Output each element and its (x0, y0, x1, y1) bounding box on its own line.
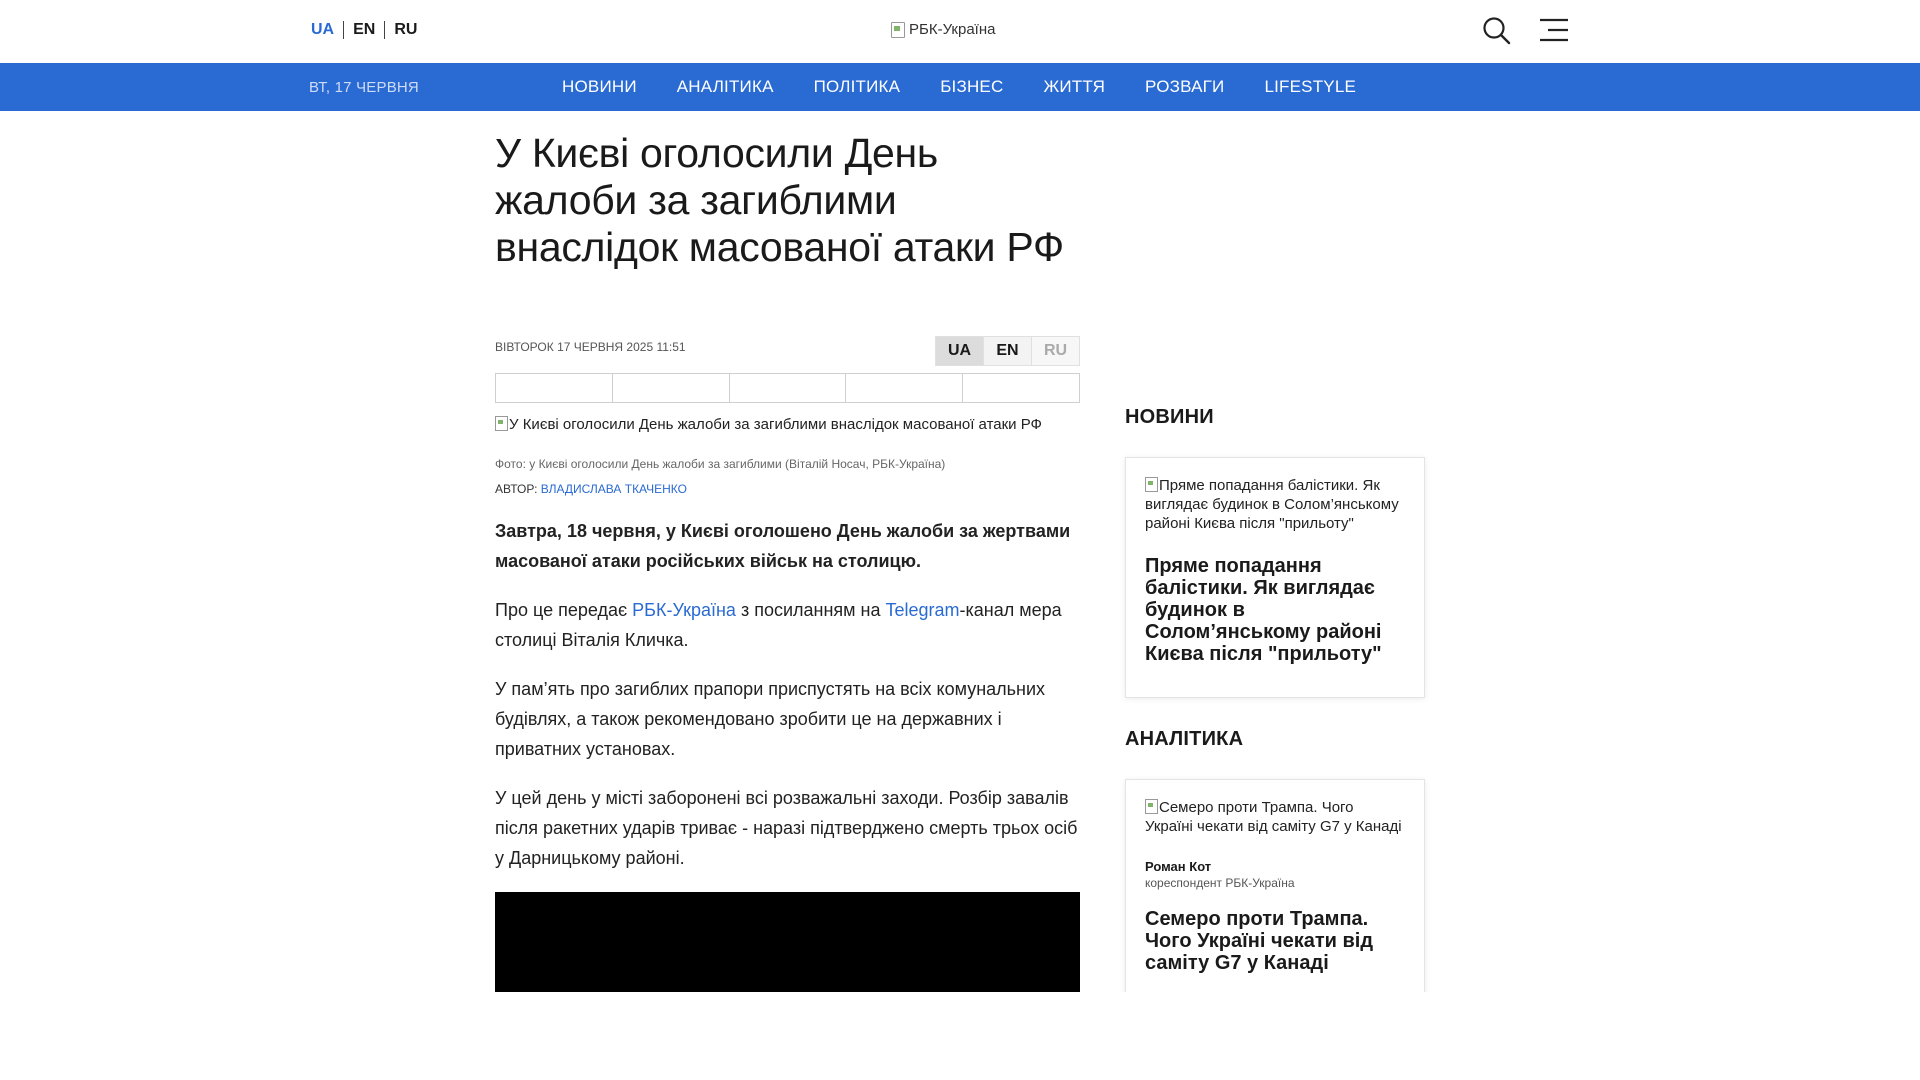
nav-item-life[interactable]: ЖИТТЯ (1043, 77, 1106, 96)
sidebar-news-title[interactable]: НОВИНИ (1125, 406, 1214, 428)
lang-ua-link[interactable]: UA (311, 21, 335, 38)
nav-item-politics[interactable]: ПОЛІТИКА (813, 77, 901, 96)
analytics-card-image (1145, 798, 1405, 836)
lang-ru-link[interactable]: RU (394, 21, 418, 38)
author-label: АВТОР: (495, 482, 538, 496)
broken-image-icon (1145, 477, 1158, 492)
hamburger-menu-icon (1538, 16, 1570, 44)
author-link[interactable]: ВЛАДИСЛАВА ТКАЧЕНКО (540, 482, 687, 496)
nav-item-lifestyle[interactable]: LIFESTYLE (1264, 77, 1357, 96)
logo-alt-text: РБК-Україна (909, 21, 996, 38)
rbc-ukraine-link[interactable]: РБК-Україна (632, 600, 736, 620)
news-card-image (1145, 476, 1405, 533)
site-header (0, 0, 1920, 64)
article-language-switcher (936, 336, 1080, 366)
nav-items (542, 63, 1376, 111)
nav-date: ВТ, 17 ЧЕРВНЯ (309, 79, 419, 96)
menu-button[interactable] (1538, 16, 1570, 44)
analytics-card-title[interactable]: Семеро проти Трампа. Чого Україні чекати від саміту G7 у Канаді (1145, 908, 1374, 974)
article-title: У Києві оголосили День жалоби за загиблими внаслідок масованої атаки РФ (495, 130, 1064, 270)
broken-image-icon (891, 22, 905, 38)
article-image-alt: У Києві оголосили День жалоби за загиблими внаслідок масованої атаки РФ (509, 416, 1042, 433)
broken-image-icon (495, 416, 508, 431)
analytics-card-author-role: кореспондент РБК-Україна (1145, 876, 1295, 890)
telegram-link[interactable]: Telegram (885, 600, 960, 620)
analytics-card[interactable] (1125, 779, 1425, 1009)
broken-image-icon (1145, 799, 1158, 814)
share-button[interactable] (846, 374, 963, 402)
paragraph-text: -канал мера столиці Віталія Кличка. (495, 600, 1062, 650)
lang-en-link[interactable]: EN (353, 21, 376, 38)
article (495, 130, 1080, 868)
analytics-card-image-alt: Семеро проти Трампа. Чого Україні чекати від саміту G7 у Канаді (1145, 799, 1402, 835)
publish-date: ВІВТОРОК 17 ЧЕРВНЯ 2025 11:51 (495, 340, 686, 354)
news-card-title[interactable]: Пряме попадання балістики. Як виглядає будинок в Солом’янському районі Києва після "прильоту" (1145, 555, 1382, 665)
article-lang-en[interactable]: EN (983, 336, 1032, 366)
share-button[interactable] (730, 374, 847, 402)
analytics-card-author: Роман Кот (1145, 859, 1212, 874)
article-paragraph (495, 595, 1080, 655)
search-icon (1480, 14, 1514, 48)
share-button[interactable] (496, 374, 613, 402)
article-lang-ua[interactable]: UA (935, 336, 984, 366)
paragraph-text: Про це передає (495, 600, 633, 620)
share-buttons (495, 373, 1080, 403)
news-card[interactable] (1125, 457, 1425, 698)
nav-item-analytics[interactable]: АНАЛІТИКА (676, 77, 774, 96)
page-bottom-blank (0, 992, 1920, 1080)
share-button[interactable] (963, 374, 1079, 402)
nav-item-news[interactable]: НОВИНИ (562, 77, 637, 96)
share-button[interactable] (613, 374, 730, 402)
article-paragraph: У пам’ять про загиблих прапори приспустять на всіх комунальних будівлях, а також рекомендовано зробити це на державних і приватних установах. (495, 679, 1046, 759)
video-player[interactable] (495, 892, 1080, 992)
sidebar-analytics-title[interactable]: АНАЛІТИКА (1125, 728, 1244, 750)
paragraph-text: з посиланням на (735, 600, 886, 620)
article-lang-ru[interactable]: RU (1031, 336, 1080, 366)
article-main-image (495, 415, 1080, 434)
site-logo[interactable] (891, 21, 995, 38)
article-paragraph: У цей день у місті заборонені всі розважальні заходи. Розбір завалів після ракетних ударів триває - наразі підтверджено смерть трьох осіб у Дарницькому районі. (495, 788, 1078, 868)
header-language-switcher (311, 20, 426, 40)
nav-item-entertainment[interactable]: РОЗВАГИ (1145, 77, 1225, 96)
main-nav (0, 63, 1920, 111)
article-body (495, 516, 1080, 892)
image-caption: Фото: у Києві оголосили День жалоби за загиблими (Віталій Носач, РБК-Україна) (495, 457, 946, 471)
nav-item-business[interactable]: БІЗНЕС (940, 77, 1004, 96)
article-lead: Завтра, 18 червня, у Києві оголошено День жалоби за жертвами масованої атаки російських військ на столицю. (495, 521, 1071, 571)
news-card-image-alt: Пряме попадання балістики. Як виглядає будинок в Солом’янському районі Києва після "прильоту" (1145, 477, 1399, 532)
article-author (495, 482, 687, 496)
article-meta (495, 332, 1080, 362)
search-button[interactable] (1480, 14, 1514, 48)
